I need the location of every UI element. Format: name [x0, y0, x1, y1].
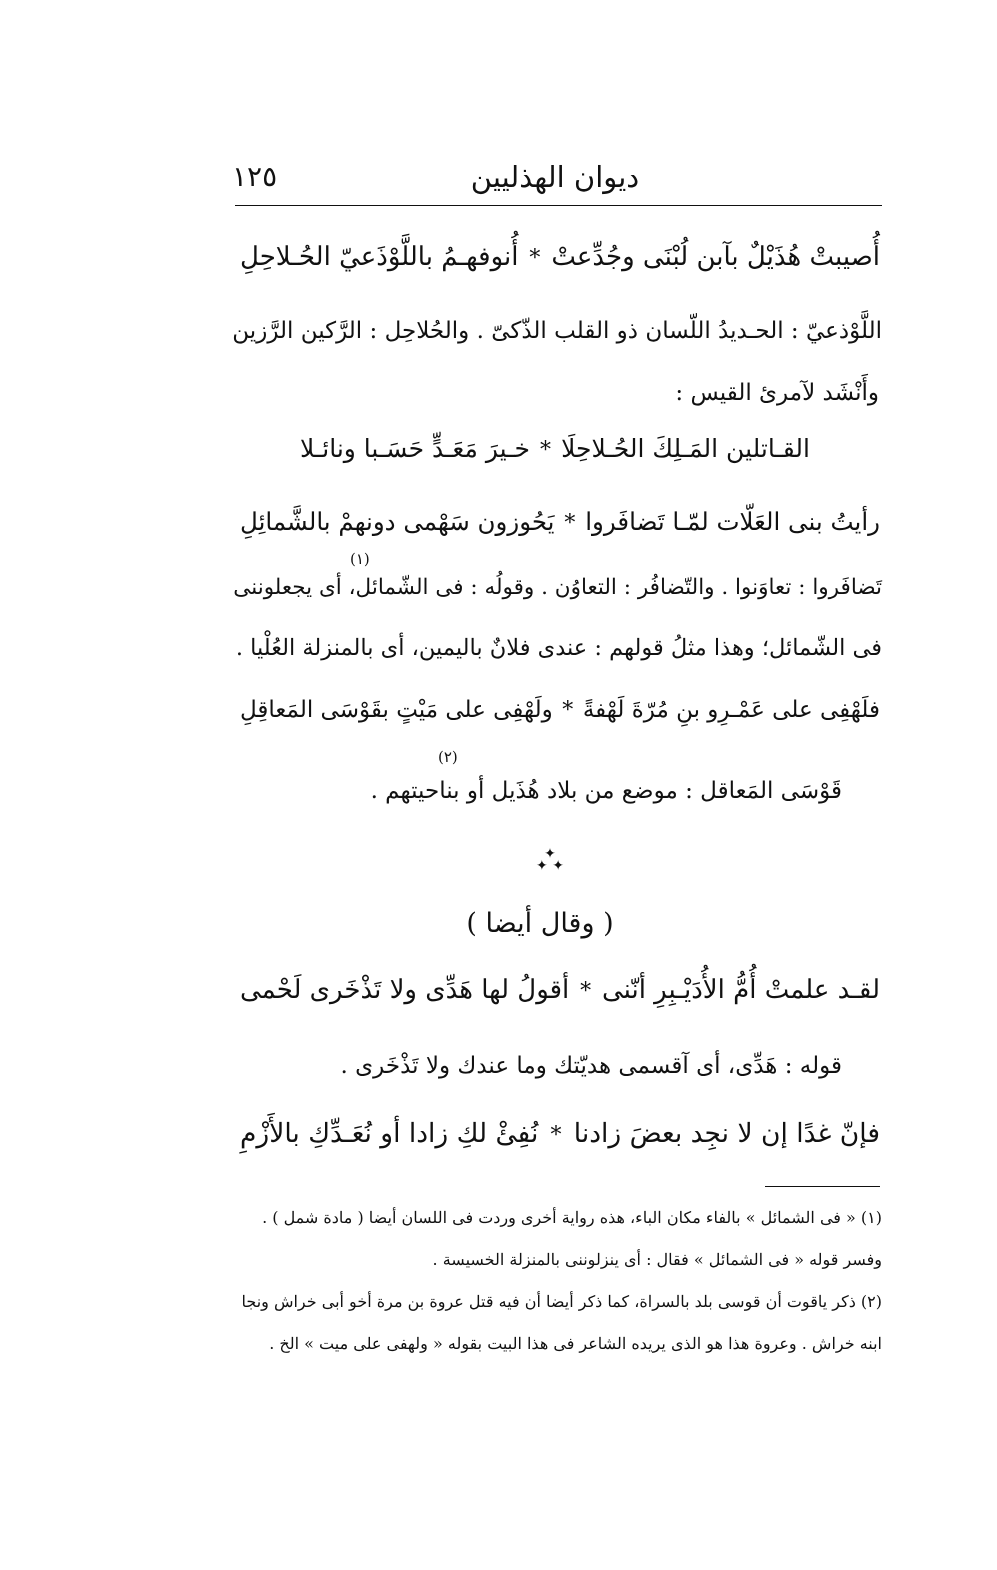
quoted-verse-separator: *: [540, 438, 552, 463]
gloss-4: قوله : هَدِّى، أى آقسمى هديّتك وما عندك ولا تَذْخَرى .: [340, 1053, 842, 1079]
verse-1-separator: *: [529, 246, 541, 271]
gloss-2-line-2: فى الشّمائل؛ وهذا مثلُ قولهم : عندى فلانٌ باليمين، أى بالمنزلة العُلْيا .: [235, 635, 882, 661]
verse-4: [240, 975, 880, 1005]
footnote-rule: [765, 1186, 880, 1187]
running-head-title: ديوان الهذليين: [470, 160, 640, 194]
ornament-bottom-glyphs: ✦ ✦: [536, 858, 564, 874]
verse-1-first-hemistich: أُصيبتْ هُذَيْلٌ بآبن لُبْنَى وجُدِّعتْ: [551, 242, 880, 272]
quoted-verse: [300, 434, 810, 463]
footnote-marker-2: (٢): [438, 748, 458, 766]
verse-5: [240, 1118, 880, 1149]
section-heading: ( وقال أيضا ): [466, 908, 614, 939]
verse-1: [240, 242, 880, 272]
section-ornament: [520, 848, 580, 872]
ornament-top-glyph: ✦: [544, 846, 556, 862]
quote-intro: وأَنْشَد لآمرئ القيس :: [675, 380, 879, 406]
verse-5-first-hemistich: فإنّ غدًا إن لا نجِد بعضَ زادنا: [573, 1118, 880, 1149]
verse-3-second-hemistich: ولَهْفِى على مَيْتٍ بقَوْسَى المَعاقِلِ: [240, 697, 553, 723]
footnote-marker-1: (١): [350, 550, 370, 568]
quoted-verse-first-hemistich: القـاتلين المَـلِكَ الحُـلاحِلَا: [561, 434, 810, 463]
verse-3: [240, 697, 880, 723]
quoted-verse-second-hemistich: خـيرَ مَعَـدٍّ حَسَـبا ونائـلا: [300, 434, 530, 463]
gloss-3: قَوْسَى المَعاقل : موضع من بلاد هُذَيل أو بناحيتهم .: [370, 778, 842, 804]
verse-2-second-hemistich: يَحُوزون سَهْمى دونهمْ بالشَّمائِلِ: [240, 507, 555, 536]
footnote-1-line-1: (١) « فى الشمائل » بالفاء مكان الباء، هذه رواية أخرى وردت فى اللسان أيضا ( مادة شمل ) .: [262, 1208, 882, 1227]
footnote-2-line-2: ابنه خراش . وعروة هذا هو الذى يريده الشاعر فى هذا البيت بقوله « ولهفى على ميت » الخ .: [269, 1334, 882, 1353]
page-number: ١٢٥: [232, 160, 278, 193]
verse-2-first-hemistich: رأيتُ بنى العَلّات لمّـا تَضافَروا: [585, 507, 880, 536]
gloss-2-line-1: تَضافَروا : تعاوَنوا . والتّضافُر : التعاوُن . وقولُه : فى الشّمائل، أى يجعلوننى: [233, 575, 882, 600]
verse-1-second-hemistich: أُنوفهـمُ باللَّوْذَعيّ الحُـلاحِلِ: [240, 242, 519, 272]
verse-5-second-hemistich: نُفِئْ لكِ زادا أو نُعَـدِّكِ بالأَزْمِ: [240, 1118, 539, 1149]
footnote-2-line-1: (٢) ذكر ياقوت أن قوسى بلد بالسراة، كما ذكر أيضا أن فيه قتل عروة بن مرة أخو أبى خراش ونجا: [241, 1292, 882, 1311]
verse-3-separator: *: [562, 698, 574, 723]
verse-4-separator: *: [580, 979, 592, 1004]
verse-5-separator: *: [550, 1123, 562, 1148]
verse-2: [240, 507, 880, 536]
verse-4-first-hemistich: لقـد علمتْ أُمُّ الأُدَيْـبِرِ أنّنى: [601, 975, 880, 1005]
verse-4-second-hemistich: أقولُ لها هَدِّى ولا تَذْخَرى لَحْمى: [240, 975, 570, 1005]
footnote-1-line-2: وفسر قوله « فى الشمائل » فقال : أى ينزلوننى بالمنزلة الخسيسة .: [432, 1250, 882, 1269]
header-rule: [235, 205, 882, 206]
gloss-1: اللَّوْذعيّ : الحـديدُ اللّسان ذو القلب الذّكىّ . والحُلاحِل : الرَّكين الرَّزين: [232, 318, 882, 344]
verse-3-first-hemistich: فلَهْفِى على عَمْـرِو بنِ مُرّةَ لَهْفةً: [582, 697, 880, 723]
verse-2-separator: *: [564, 511, 576, 536]
